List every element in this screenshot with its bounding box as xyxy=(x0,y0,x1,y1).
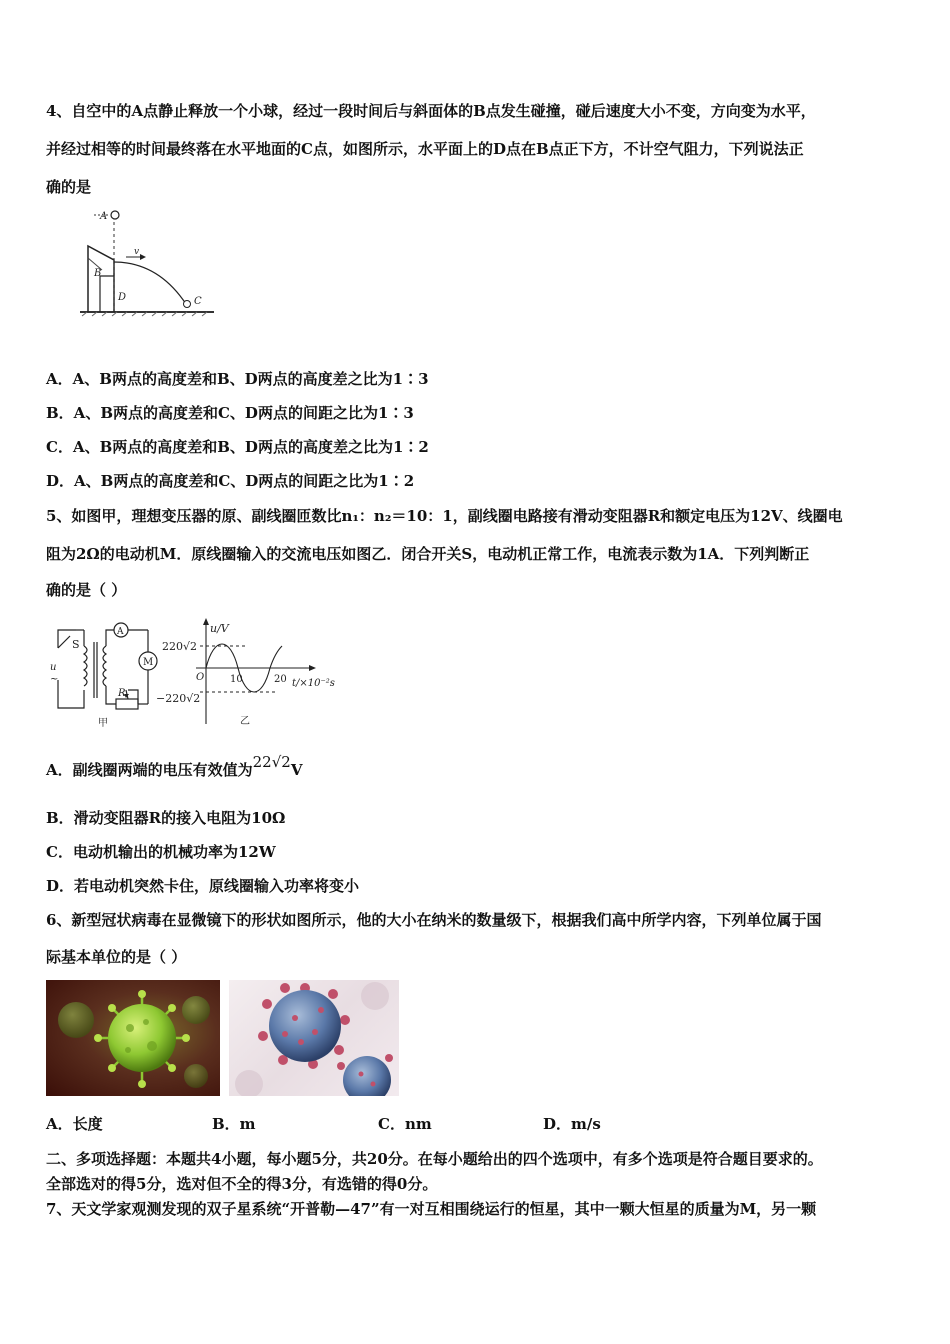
section2-text-line1: 二、多项选择题：本题共4小题，每小题5分，共20分。在每小题给出的四个选项中，有多个选项是符合题目要求的。 xyxy=(46,1150,823,1168)
q5-label-u: u xyxy=(50,662,57,673)
q5-graph-y-pos: 220√2 xyxy=(162,640,198,653)
q5-option-d: D．若电动机突然卡住，原线圈输入功率将变小 xyxy=(46,877,360,895)
q5-text-line2: 阻为2Ω的电动机M．原线圈输入的交流电压如图乙．闭合开关S，电动机正常工作，电流表示数为1A．下列判断正 xyxy=(46,545,810,563)
q5-label-switch: S xyxy=(72,638,80,651)
q4-text-line2: 并经过相等的时间最终落在水平地面的C点，如图所示，水平面上的D点在B点正下方，不计空气阻力，下列说法正 xyxy=(46,140,804,158)
q5-option-a-prefix: A．副线圈两端的电压有效值为 xyxy=(46,761,253,779)
q5-option-a-unit: V xyxy=(290,761,303,779)
q5-graph-t20: 20 xyxy=(274,674,287,685)
q5-label-yi: 乙 xyxy=(240,716,250,727)
q4-label-d: D xyxy=(118,292,127,303)
section2-text-line2: 全部选对的得5分，选对但不全的得3分，有选错的得0分。 xyxy=(46,1175,438,1193)
q5-text-line3: 确的是（ ） xyxy=(46,581,127,599)
q5-option-a xyxy=(46,753,303,780)
q5-graph-y-axis: u/V xyxy=(210,622,229,635)
q5-circuit-diagram xyxy=(46,618,166,730)
q5-graph-y-neg: −220√2 xyxy=(156,692,201,705)
q6-option-c: C．nm xyxy=(378,1115,432,1133)
q4-label-b: B xyxy=(94,268,102,279)
q4-option-c: C．A、B两点的高度差和B、D两点的高度差之比为1∶2 xyxy=(46,438,429,456)
virus-image-green xyxy=(46,980,220,1096)
q4-option-a: A．A、B两点的高度差和B、D两点的高度差之比为1∶3 xyxy=(46,370,429,388)
q6-option-a: A．长度 xyxy=(46,1115,103,1133)
q4-text-line3: 确的是 xyxy=(46,178,92,196)
q5-rheostat-label: R xyxy=(118,688,126,699)
svg-text:~: ~ xyxy=(50,674,59,685)
q4-figure-incline xyxy=(78,206,218,331)
q5-motor-label: M xyxy=(143,657,154,668)
q5-option-b: B．滑动变阻器R的接入电阻为10Ω xyxy=(46,809,286,827)
q6-text-line1: 6、新型冠状病毒在显微镜下的形状如图所示，他的大小在纳米的数量级下，根据我们高中所学内容，下列单位属于国 xyxy=(46,911,822,929)
q5-option-a-value: 22√2 xyxy=(252,753,291,771)
virus-image-blue xyxy=(229,980,399,1096)
q6-option-b: B．m xyxy=(212,1115,256,1133)
q4-label-c: C xyxy=(194,296,202,307)
q5-ammeter-label: A xyxy=(117,627,124,637)
q4-option-d: D．A、B两点的高度差和C、D两点的间距之比为1∶2 xyxy=(46,472,415,490)
q4-label-v: v xyxy=(134,247,140,257)
q5-label-jia: 甲 xyxy=(98,718,108,729)
q4-option-b: B．A、B两点的高度差和C、D两点的间距之比为1∶3 xyxy=(46,404,414,422)
q4-text-line1: 4、自空中的A点静止释放一个小球，经过一段时间后与斜面体的B点发生碰撞，碰后速度大小不变，方向变为水平， xyxy=(46,102,816,120)
q7-text-line1: 7、天文学家观测发现的双子星系统“开普勒—47”有一对互相围绕运行的恒星，其中一颗大恒星的质量为M，另一颗 xyxy=(46,1200,817,1218)
q5-text-line1: 5、如图甲，理想变压器的原、副线圈匝数比n₁：n₂＝10：1，副线圈电路接有滑动变阻器R和额定电压为12V、线圈电 xyxy=(46,507,843,525)
q4-label-a: A xyxy=(100,211,108,222)
q6-text-line2: 际基本单位的是（ ） xyxy=(46,948,187,966)
q5-option-c: C．电动机输出的机械功率为12W xyxy=(46,843,276,861)
q5-voltage-graph xyxy=(156,616,352,730)
q5-graph-t-axis: t/×10⁻²s xyxy=(292,678,335,689)
q6-option-d: D．m/s xyxy=(543,1115,601,1133)
q5-graph-t10: 10 xyxy=(230,674,243,685)
q5-graph-origin: O xyxy=(196,672,205,683)
